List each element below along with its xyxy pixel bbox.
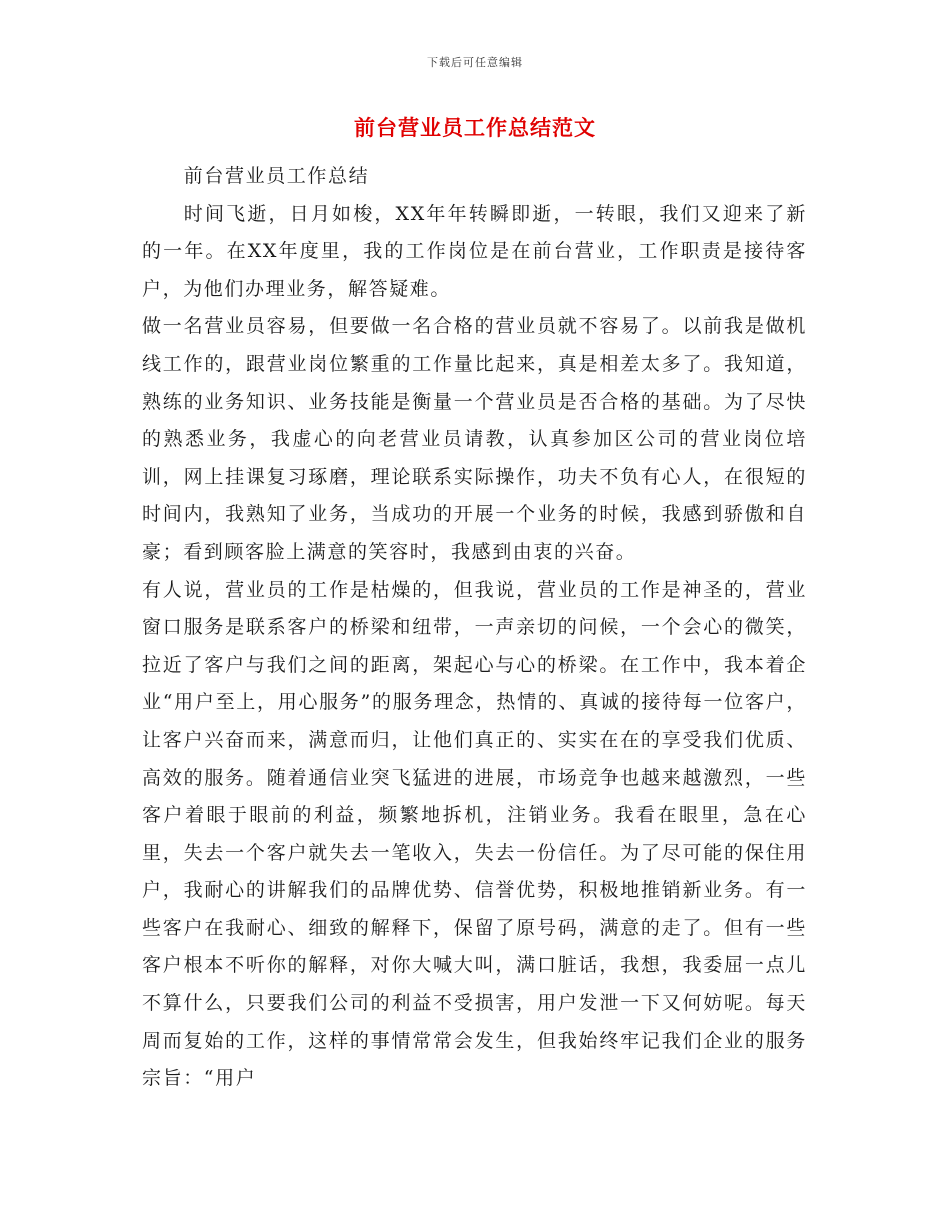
section-heading: 前台营业员工作总结 <box>183 165 370 187</box>
header-note: 下载后可任意编辑 <box>427 56 523 69</box>
document-title: 前台营业员工作总结范文 <box>354 116 596 140</box>
body-paragraph: 有人说，营业员的工作是枯燥的，但我说，营业员的工作是神圣的，营业窗口服务是联系客户的桥梁和纽带，一声亲切的问候，一个会心的微笑，拉近了客户与我们之间的距离，架起心与心的桥梁。在工作中，我本着企业“用户至上，用心服务”的服务理念，热情的、真诚的接待每一位客户，让客户兴奋而来，满意而归，让他们真正的、实实在在的享受我们优质、高效的服务。随着通信业突飞猛进的进展，市场竞争也越来越激烈，一些客户着眼于眼前的利益，频繁地拆机，注销业务。我看在眼里，急在心里，失去一个客户就失去一笔收入，失去一份信任。为了尽可能的保住用户，我耐心的讲解我们的品牌优势、信誉优势，积极地推销新业务。有一些客户在我耐心、细致的解释下，保留了原号码，满意的走了。但有一些客户根本不听你的解释，对你大喊大叫，满口脏话，我想，我委屈一点儿不算什么，只要我们公司的利益不受损害，用户发泄一下又何妨呢。每天周而复始的工作，这样的事情常常会发生，但我始终牢记我们企业的服务宗旨：“用户 <box>142 578 807 1090</box>
document-body <box>142 158 807 1098</box>
body-paragraph: 时间飞逝，日月如梭，XX年年转瞬即逝，一转眼，我们又迎来了新的一年。在XX年度里，我的工作岗位是在前台营业，工作职责是接待客户，为他们办理业务，解答疑难。 <box>142 202 807 300</box>
body-paragraph: 做一名营业员容易，但要做一名合格的营业员就不容易了。以前我是做机线工作的，跟营业岗位繁重的工作量比起来，真是相差太多了。我知道，熟练的业务知识、业务技能是衡量一个营业员是否合格的基础。为了尽快的熟悉业务，我虚心的向老营业员请教，认真参加区公司的营业岗位培训，网上挂课复习琢磨，理论联系实际操作，功夫不负有心人，在很短的时间内，我熟知了业务，当成功的开展一个业务的时候，我感到骄傲和自豪；看到顾客脸上满意的笑容时，我感到由衷的兴奋。 <box>142 315 807 563</box>
